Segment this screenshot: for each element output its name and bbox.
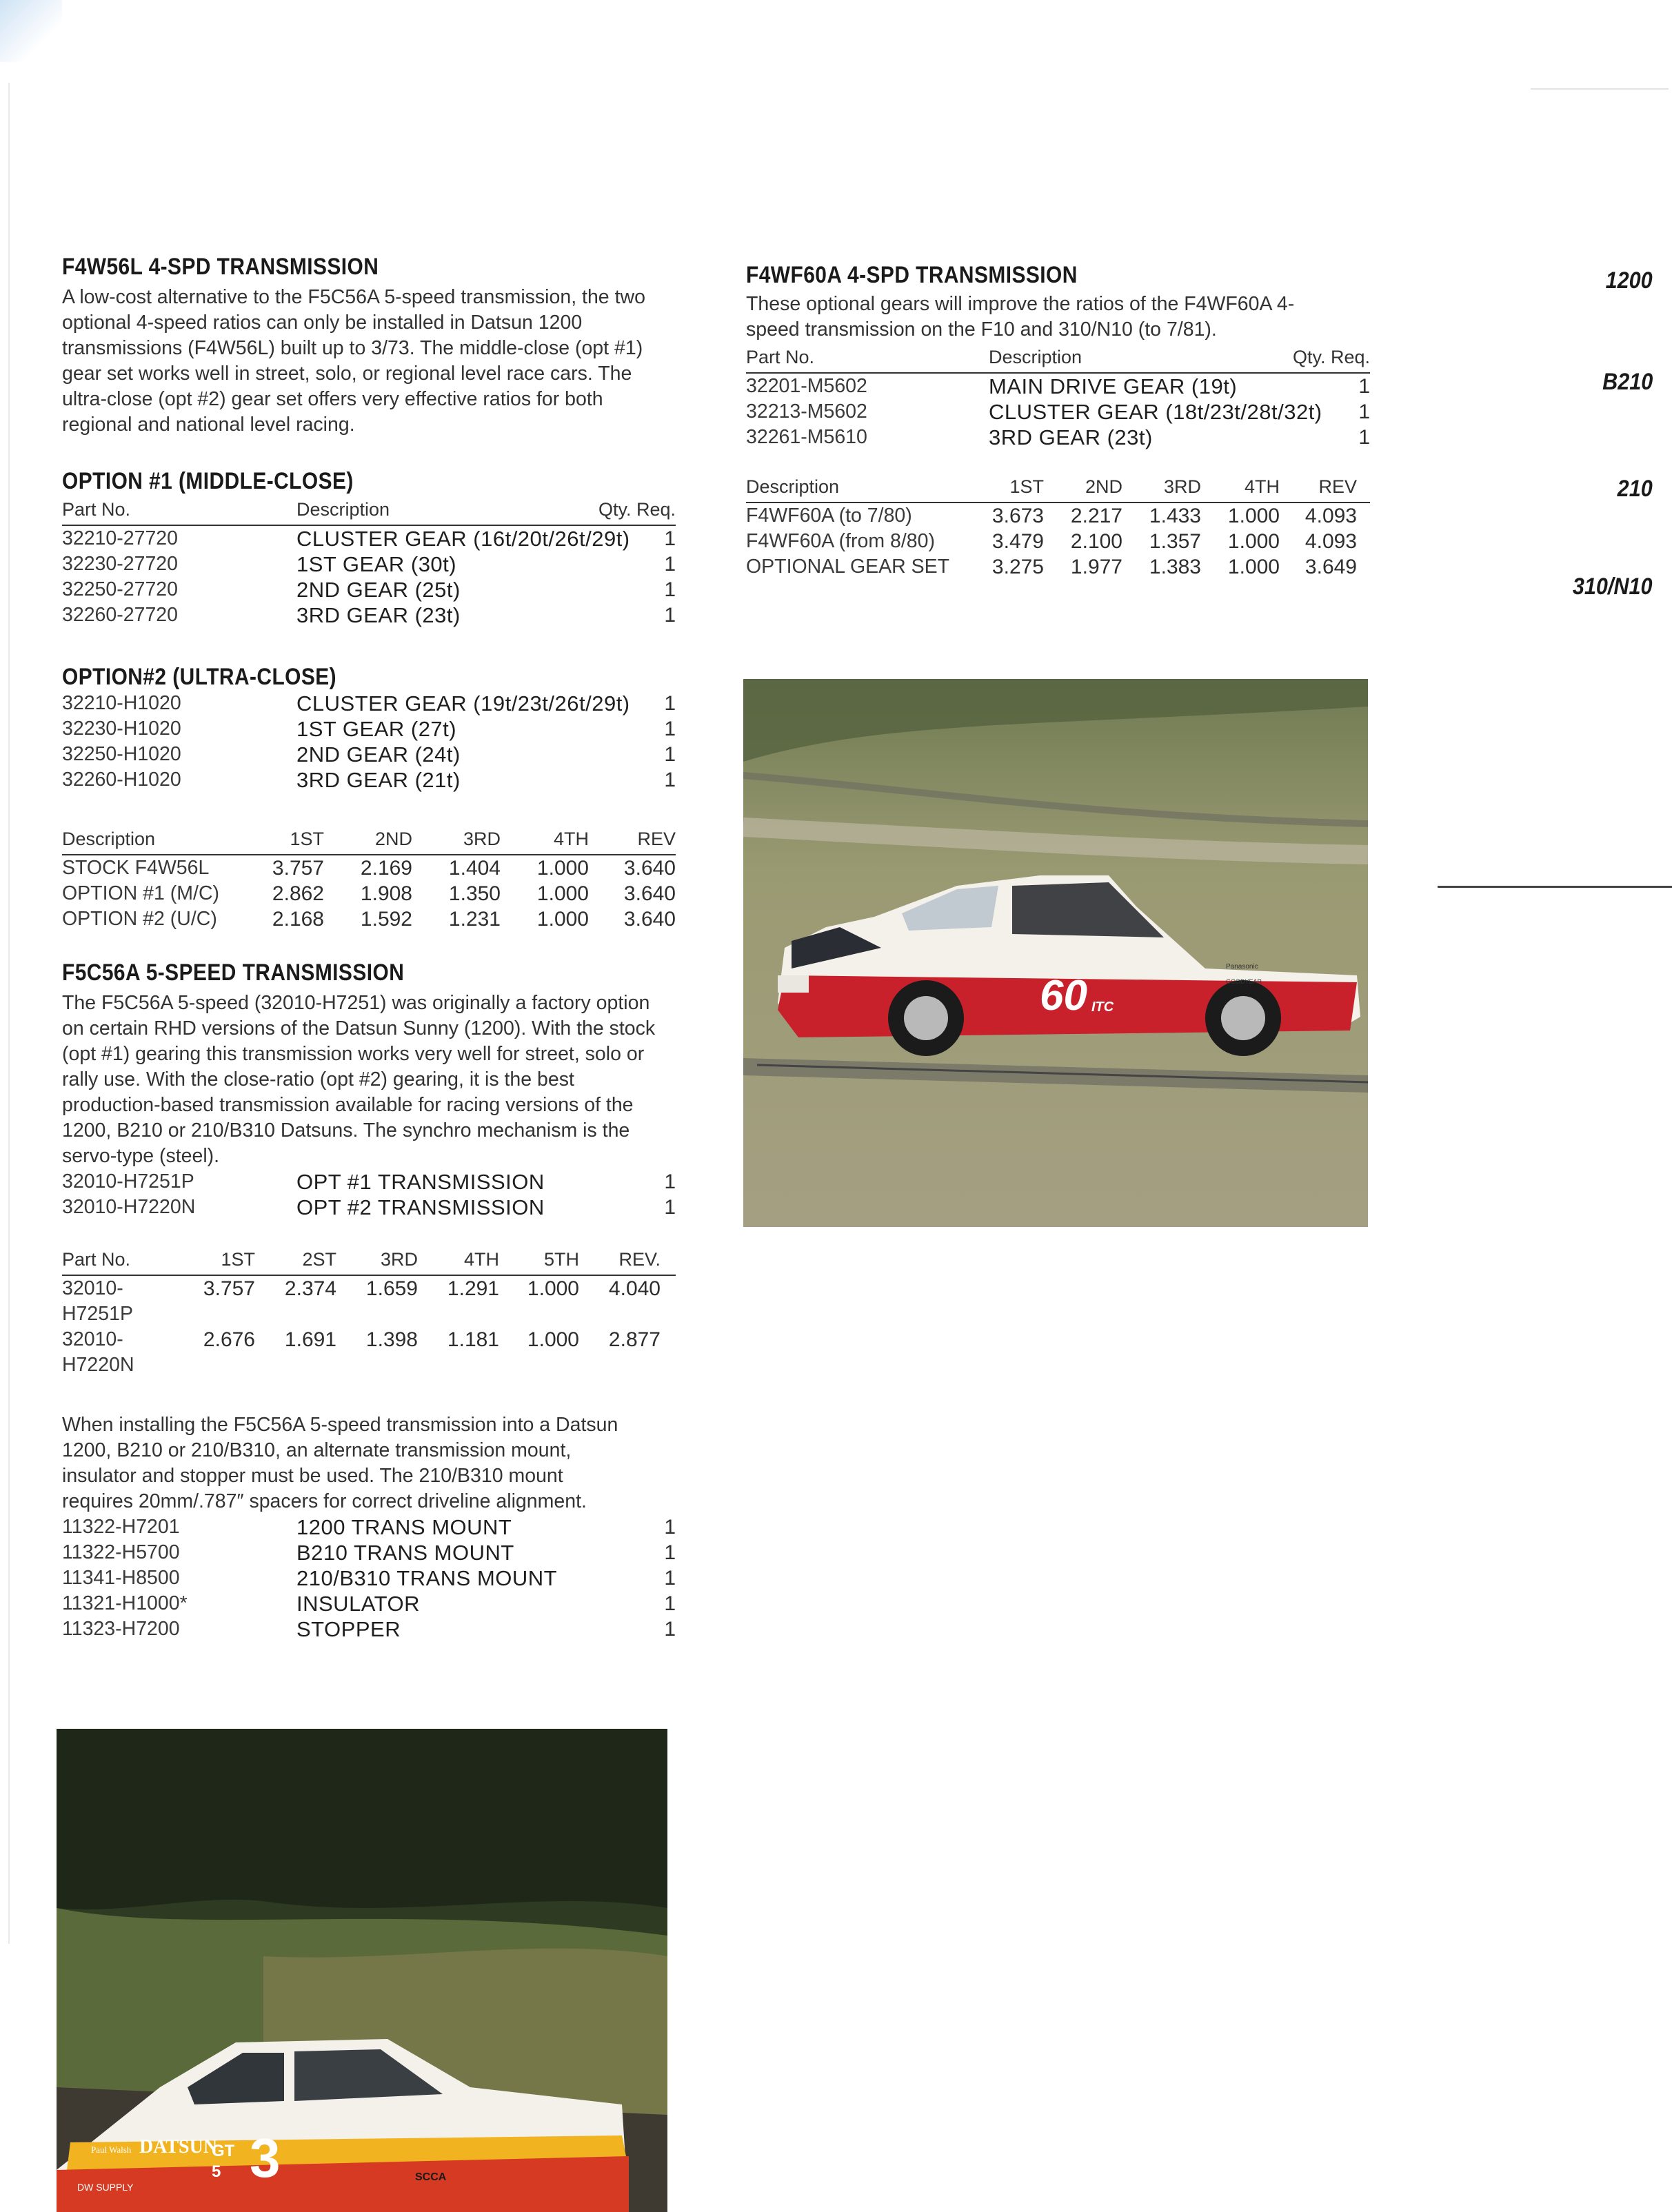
description: STOCK F4W56L	[62, 857, 210, 879]
header-description: Description	[989, 347, 1082, 367]
col-header: 2ST	[302, 1249, 336, 1270]
part-no: 32210-H1020	[62, 692, 181, 714]
f5c56a-title: F5C56A 5-SPEED TRANSMISSION	[62, 960, 405, 986]
ratio: 1.000	[536, 908, 589, 931]
f5c56a-parts-table	[62, 1169, 676, 1220]
qty: 1	[664, 578, 676, 601]
side-tab-210[interactable]: 210	[1617, 476, 1653, 502]
table-row	[62, 1616, 676, 1642]
table-row	[62, 1591, 676, 1616]
f4w56l-title: F4W56L 4-SPD TRANSMISSION	[62, 254, 379, 280]
option1-title: OPTION #1 (MIDDLE-CLOSE)	[62, 468, 354, 494]
description: 3RD GEAR (23t)	[296, 603, 461, 627]
col-header: 1ST	[221, 1249, 255, 1270]
mounts-table	[62, 1514, 676, 1642]
ratio: 1.000	[1227, 556, 1280, 578]
ratio: 1.404	[448, 857, 501, 880]
qty: 1	[1358, 426, 1370, 449]
col-header: 5TH	[543, 1249, 579, 1270]
car-number-60: 60	[1040, 972, 1087, 1019]
qty: 1	[664, 1170, 676, 1193]
scca-decal: SCCA	[415, 2171, 447, 2183]
sponsor-decal-goodyear: GOODYEAR	[1226, 978, 1262, 985]
table-row	[746, 374, 1370, 399]
ratio: 2.676	[203, 1328, 255, 1351]
option1-table	[62, 526, 676, 628]
ratio: 4.093	[1305, 530, 1357, 553]
ratio: 1.000	[536, 882, 589, 905]
col-header: 4TH	[463, 1249, 499, 1270]
driver-name-decal: Paul Walsh	[91, 2144, 132, 2155]
table-row	[62, 767, 676, 793]
description: 3RD GEAR (21t)	[296, 768, 461, 792]
description: OPTION #1 (M/C)	[62, 882, 220, 904]
ratios-f60-table	[746, 476, 1370, 580]
option1-table-header	[62, 499, 676, 526]
col-header: 4TH	[1244, 476, 1280, 497]
qty: 1	[664, 553, 676, 576]
description: 1ST GEAR (30t)	[296, 552, 457, 576]
part-no: 32010-H7220N	[62, 1328, 134, 1376]
col-header: 2ND	[1085, 476, 1122, 497]
table-row	[62, 906, 676, 932]
side-tab-1200[interactable]: 1200	[1605, 267, 1653, 294]
ratios5-header	[62, 1249, 676, 1276]
part-no: 32010-H7220N	[62, 1196, 196, 1218]
ratio: 3.673	[991, 505, 1044, 527]
table-row	[62, 1195, 676, 1220]
ratio: 1.398	[365, 1328, 418, 1351]
header-description: Description	[296, 499, 390, 520]
part-no: 32230-27720	[62, 553, 178, 575]
col-header: 1ST	[1009, 476, 1044, 497]
qty: 1	[664, 718, 676, 740]
ratio: 1.000	[527, 1328, 579, 1351]
part-no: 11322-H7201	[62, 1516, 180, 1538]
header-part-no: Part No.	[746, 347, 815, 367]
header-qty: Qty. Req.	[1292, 347, 1370, 367]
ratios4-header	[62, 829, 676, 855]
ratio: 1.383	[1149, 556, 1201, 578]
ratio: 1.000	[1227, 530, 1280, 553]
description: MAIN DRIVE GEAR (19t)	[989, 374, 1238, 398]
description: 2ND GEAR (25t)	[296, 578, 461, 602]
description: OPT #2 TRANSMISSION	[296, 1195, 545, 1219]
part-no: 32260-H1020	[62, 769, 181, 791]
option2-title: OPTION#2 (ULTRA-CLOSE)	[62, 664, 337, 690]
car-number-3: 3	[250, 2127, 281, 2189]
ratios4-table	[62, 829, 676, 932]
table-row	[62, 577, 676, 602]
ratio: 1.433	[1149, 505, 1201, 527]
table-row	[62, 1169, 676, 1195]
table-row	[62, 1565, 676, 1591]
left-column	[62, 254, 676, 1642]
col-header: 3RD	[463, 829, 501, 849]
race-car-60-illustration	[743, 679, 1368, 1227]
side-tab-b210[interactable]: B210	[1602, 369, 1653, 395]
ratio: 1.350	[448, 882, 501, 905]
description: 2ND GEAR (24t)	[296, 742, 461, 767]
col-header: 3RD	[1163, 476, 1201, 497]
side-divider-line	[1438, 886, 1672, 888]
ratio: 1.291	[447, 1277, 499, 1300]
ratios5-table	[62, 1249, 676, 1378]
col-header: 1ST	[290, 829, 324, 849]
qty: 1	[664, 1516, 676, 1539]
description: STOPPER	[296, 1617, 401, 1641]
side-tab-310-n10[interactable]: 310/N10	[1573, 574, 1653, 600]
description: F4WF60A (from 8/80)	[746, 530, 935, 552]
sponsor-decal-dw-supply: DW SUPPLY	[77, 2182, 134, 2193]
col-header: Description	[746, 476, 840, 497]
table-row	[746, 529, 1370, 554]
table-row	[62, 602, 676, 628]
ratio: 2.862	[272, 882, 324, 905]
scan-corner-tint	[0, 0, 62, 62]
description: OPTION #2 (U/C)	[62, 908, 217, 930]
table-row	[746, 399, 1370, 425]
f4wf60a-body: These optional gears will improve the ratios of the F4WF60A 4-speed transmission on the F10 and 310/N10 (to 7/81).	[746, 293, 1295, 341]
part-no: 32201-M5602	[746, 375, 867, 397]
ratio: 1.000	[1227, 505, 1280, 527]
ratio: 1.592	[360, 908, 412, 931]
ratio: 2.374	[284, 1277, 336, 1300]
part-no: 32010-H7251P	[62, 1277, 133, 1325]
f4w56l-body: A low-cost alternative to the F5C56A 5-speed transmission, the two optional 4-speed ratios can only be installed in Datsun 1200 transmissions (F4W56L) built up to 3/73. The middle-close (opt #1) gear set works well in street, solo, or regional level race cars. The ultra-close (opt #2) gear set offers very effective ratios for both regional and national level racing.	[62, 286, 645, 436]
race-car-photo-3	[57, 1729, 667, 2212]
part-no: 32213-M5602	[746, 400, 867, 423]
col-header: 4TH	[553, 829, 589, 849]
sponsor-decal-panasonic: Panasonic	[1226, 963, 1258, 971]
ratio: 1.659	[365, 1277, 418, 1300]
qty: 1	[664, 1567, 676, 1590]
ratio: 4.093	[1305, 505, 1357, 527]
header-part-no: Part No.	[62, 499, 131, 520]
f5c56a-body: The F5C56A 5-speed (32010-H7251) was originally a factory option on certain RHD versions of the Datsun Sunny (1200). With the stock (opt #1) gearing this transmission works very well for street, solo or rally use. With the close-ratio (opt #2) gearing, it is the best production-based transmission available for racing versions of the 1200, B210 or 210/B310 Datsuns. The synchro mechanism is the servo-type (steel).	[62, 992, 656, 1167]
col-header: 3RD	[380, 1249, 418, 1270]
race-car-photo-60	[743, 679, 1368, 1227]
qty: 1	[664, 692, 676, 715]
description: OPTIONAL GEAR SET	[746, 556, 950, 578]
part-no: 11322-H5700	[62, 1541, 180, 1563]
ratios-f60-header	[746, 476, 1370, 503]
part-no: 11323-H7200	[62, 1618, 180, 1640]
ratio: 1.231	[448, 908, 501, 931]
qty: 1	[664, 1196, 676, 1219]
ratio: 1.691	[284, 1328, 336, 1351]
description: F4WF60A (to 7/80)	[746, 505, 912, 527]
ratio: 3.640	[623, 857, 676, 880]
part-no: 11321-H1000*	[62, 1592, 188, 1614]
part-no: 32260-27720	[62, 604, 178, 626]
table-row	[62, 526, 676, 551]
description: 210/B310 TRANS MOUNT	[296, 1566, 558, 1590]
ratio: 3.640	[623, 882, 676, 905]
col-header: REV	[1318, 476, 1357, 497]
f4wf60a-table	[746, 374, 1370, 450]
description: CLUSTER GEAR (18t/23t/28t/32t)	[989, 400, 1322, 424]
table-row	[62, 551, 676, 577]
description: CLUSTER GEAR (16t/20t/26t/29t)	[296, 527, 630, 551]
col-header: REV	[637, 829, 676, 849]
ratio: 2.877	[608, 1328, 661, 1351]
car-class-5: 5	[212, 2162, 221, 2181]
right-column	[746, 262, 1370, 580]
f4wf60a-title: F4WF60A 4-SPD TRANSMISSION	[746, 262, 1078, 288]
ratio: 1.000	[527, 1277, 579, 1300]
col-header: Description	[62, 829, 156, 849]
table-row	[746, 554, 1370, 580]
datsun-decal: DATSUN	[139, 2136, 218, 2158]
part-no: 32250-27720	[62, 578, 178, 600]
table-row	[62, 1540, 676, 1565]
table-row	[62, 1514, 676, 1540]
page-edge-shadow	[8, 83, 10, 1944]
ratio: 3.479	[991, 530, 1044, 553]
description: B210 TRANS MOUNT	[296, 1541, 514, 1565]
qty: 1	[664, 527, 676, 550]
car-class-itc: ITC	[1091, 1000, 1114, 1015]
race-car-3-illustration	[57, 1729, 667, 2212]
ratio: 4.040	[608, 1277, 661, 1300]
ratio: 1.908	[360, 882, 412, 905]
table-row	[62, 855, 676, 881]
ratio: 1.357	[1149, 530, 1201, 553]
ratio: 3.757	[272, 857, 324, 880]
ratio: 3.640	[623, 908, 676, 931]
qty: 1	[664, 1618, 676, 1641]
qty: 1	[1358, 375, 1370, 398]
part-no: 32010-H7251P	[62, 1170, 194, 1193]
ratio: 1.000	[536, 857, 589, 880]
table-row	[62, 1327, 676, 1378]
header-qty: Qty. Req.	[598, 499, 676, 520]
description: 1ST GEAR (27t)	[296, 717, 457, 741]
table-row	[746, 503, 1370, 529]
table-row	[62, 742, 676, 767]
col-header: REV.	[618, 1249, 661, 1270]
table-row	[62, 716, 676, 742]
description: CLUSTER GEAR (19t/23t/26t/29t)	[296, 691, 630, 716]
qty: 1	[664, 1592, 676, 1615]
qty: 1	[1358, 400, 1370, 423]
qty: 1	[664, 1541, 676, 1564]
table-row	[62, 1276, 676, 1327]
description: 1200 TRANS MOUNT	[296, 1515, 512, 1539]
ratio: 1.181	[447, 1328, 499, 1351]
car-class-gt: GT	[212, 2142, 235, 2160]
qty: 1	[664, 769, 676, 791]
ratio: 3.757	[203, 1277, 255, 1300]
part-no: 32250-H1020	[62, 743, 181, 765]
part-no: 32210-27720	[62, 527, 178, 549]
f4wf60a-table-header	[746, 347, 1370, 374]
table-row	[62, 881, 676, 906]
mounts-body: When installing the F5C56A 5-speed transmission into a Datsun 1200, B210 or 210/B310, an alternate transmission mount, insulator and stopper must be used. The 210/B310 mount requires 20mm/.787″ spacers for correct driveline alignment.	[62, 1414, 618, 1512]
ratio: 3.275	[991, 556, 1044, 578]
ratio: 3.649	[1305, 556, 1357, 578]
ratio: 2.169	[360, 857, 412, 880]
col-header: 2ND	[374, 829, 412, 849]
ratio: 2.217	[1070, 505, 1122, 527]
ratio: 2.168	[272, 908, 324, 931]
qty: 1	[664, 743, 676, 766]
table-row	[746, 425, 1370, 450]
top-edge-line	[1531, 88, 1669, 90]
qty: 1	[664, 604, 676, 627]
ratio: 1.977	[1070, 556, 1122, 578]
description: OPT #1 TRANSMISSION	[296, 1170, 545, 1194]
table-row	[62, 691, 676, 716]
description: INSULATOR	[296, 1592, 421, 1616]
part-no: 32261-M5610	[746, 426, 867, 448]
ratio: 2.100	[1070, 530, 1122, 553]
part-no: 11341-H8500	[62, 1567, 180, 1589]
description: 3RD GEAR (23t)	[989, 425, 1153, 449]
part-no: 32230-H1020	[62, 718, 181, 740]
col-header: Part No.	[62, 1249, 131, 1270]
option2-table	[62, 691, 676, 793]
